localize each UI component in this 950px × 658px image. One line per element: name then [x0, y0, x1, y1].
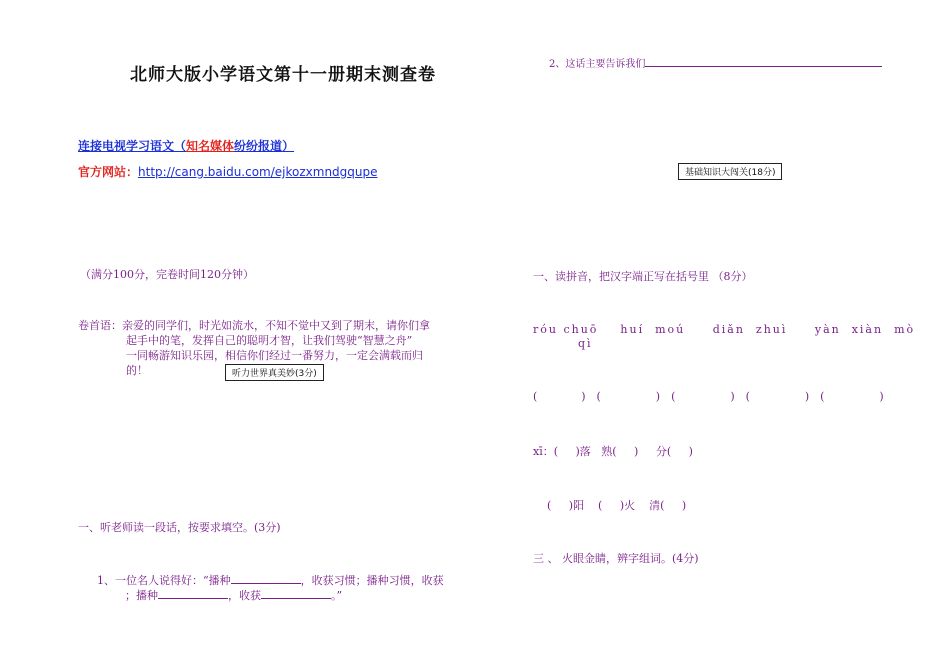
answer-parens-row[interactable] — [533, 390, 884, 403]
section-1-heading: 一、读拼音，把汉字端正写在括号里 （8分） — [533, 270, 753, 283]
q1-blank-3[interactable] — [261, 588, 331, 599]
pinyin-line-1: róu chuō huí moú diǎn zhuì yàn xiàn mò — [533, 323, 916, 336]
xi-word-row[interactable] — [533, 443, 693, 459]
basics-section-box: 基础知识大闯关(18分) — [678, 163, 782, 180]
question-1-heading: 一、听老师读一段话，按要求填空。(3分) — [78, 521, 281, 534]
question-2 — [549, 55, 882, 70]
yang-line: ( )阳 ( )火 清( ) — [547, 499, 687, 512]
q1-text-b: ，收获习惯；播种习惯，收获 — [300, 574, 444, 587]
q1-text-d: ，收获 — [228, 589, 261, 602]
promo-prefix: 连接电视学习语文（ — [78, 139, 187, 153]
q2-text: 2、这话主要告诉我们 — [549, 59, 646, 70]
official-site-line — [78, 163, 378, 180]
xi-line: xī：( )落 熟( ) 分( ) — [533, 445, 693, 458]
yang-word-row[interactable] — [547, 497, 686, 513]
q1-text-c: ；播种 — [125, 589, 158, 602]
preface-line-1: 卷首语：亲爱的同学们，时光如流水，不知不觉中又到了期末，请你们拿 — [78, 319, 430, 332]
promo-middle: 纷纷报道 — [234, 139, 283, 153]
preface-line-3: 一同畅游知识乐园，相信你们经过一番努力，一定会满载而归 — [126, 349, 423, 362]
pinyin-row-1-wrap — [578, 337, 593, 350]
promo-highlight-2: 媒体 — [210, 139, 235, 153]
question-1-item-line-1 — [97, 572, 444, 588]
document-title: 北师大版小学语文第十一册期末测查卷 — [130, 65, 436, 85]
preface-line-2: 起手中的笔，发挥自己的聪明才智，让我们驾驶“智慧之舟” — [126, 334, 413, 347]
site-url-link[interactable]: http://cang.baidu.com/ejkozxmndgqupe — [138, 165, 378, 179]
promo-link[interactable] — [78, 137, 294, 154]
q1-text-a: 1、一位名人说得好：“播种 — [97, 574, 231, 587]
preface-line-4: 的！ — [126, 364, 148, 377]
listening-section-box: 听力世界真美妙(3分) — [225, 364, 324, 381]
q1-text-e: 。” — [331, 589, 343, 602]
promo-highlight-1: 知名 — [186, 139, 211, 153]
parens-line: ( ) ( ) ( ) ( ) ( ) — [533, 390, 884, 403]
q1-blank-2[interactable] — [158, 588, 228, 599]
pinyin-line-2: qì — [578, 337, 593, 350]
question-1-item-line-2 — [125, 587, 342, 603]
pinyin-row-1 — [533, 323, 915, 336]
q1-blank-1[interactable] — [231, 573, 301, 584]
promo-suffix: ） — [282, 139, 295, 153]
section-3-heading: 三 、 火眼金睛，辨字组词。(4分) — [533, 552, 699, 565]
site-label: 官方网站： — [78, 165, 139, 179]
q2-answer-line[interactable] — [645, 56, 882, 67]
score-note: （满分100分，完卷时间120分钟） — [80, 268, 254, 281]
